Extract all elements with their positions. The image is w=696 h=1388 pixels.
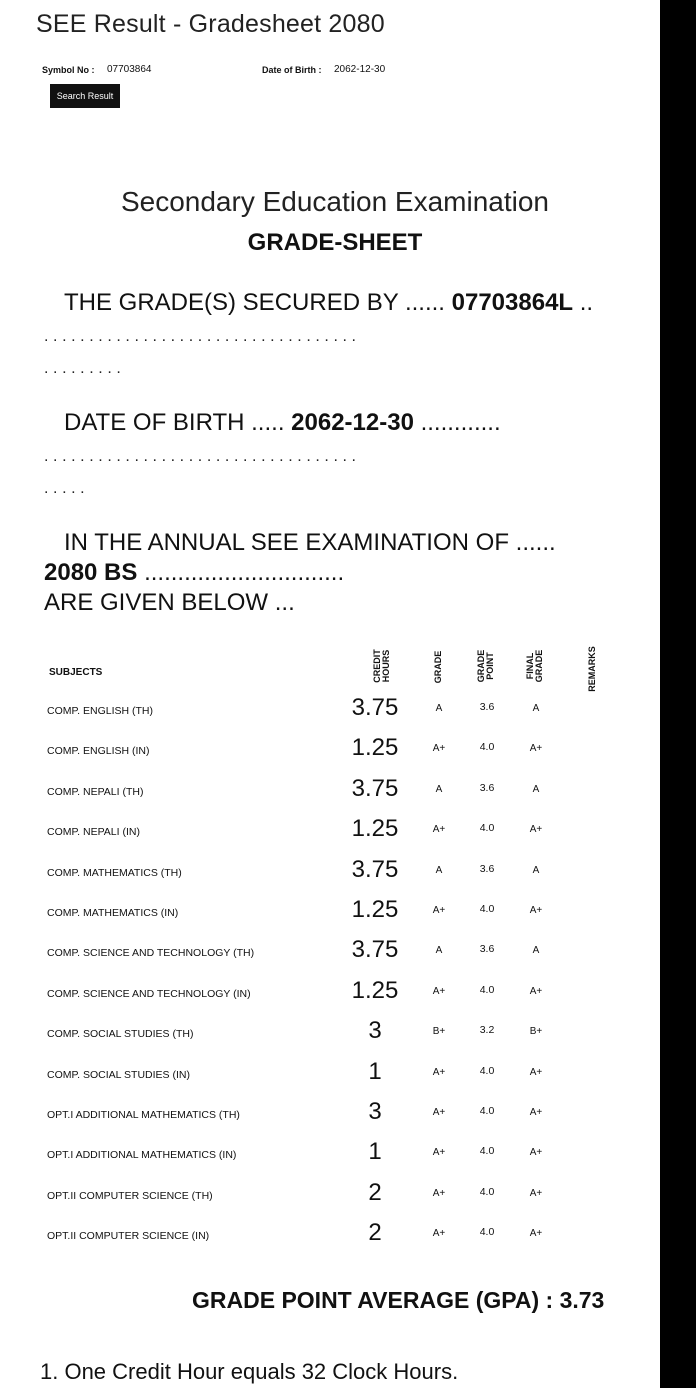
grade-cell: B+ [432, 1026, 446, 1038]
subject-cell: COMP. SCIENCE AND TECHNOLOGY (IN) [47, 987, 251, 1000]
dob-line [64, 409, 501, 437]
final-grade-cell: A+ [529, 985, 543, 997]
header-grade: GRADE [433, 650, 443, 684]
dob-line-label: DATE OF BIRTH [64, 409, 245, 436]
exam-line [64, 529, 556, 557]
credit-hours-cell: 3.75 [351, 855, 399, 883]
table-row [0, 1136, 660, 1176]
final-grade-cell: A [532, 864, 540, 876]
dob-label: Date of Birth : [262, 65, 322, 75]
symbol-no-value: 07703864 [107, 64, 152, 75]
dob-value: 2062-12-30 [334, 64, 386, 75]
grade-cell: A [435, 703, 443, 714]
gradesheet-heading: GRADE-SHEET [247, 229, 423, 256]
subject-cell: COMP. SCIENCE AND TECHNOLOGY (TH) [47, 947, 255, 960]
table-row [0, 773, 660, 813]
grade-cell: A [435, 864, 443, 876]
grade-point-cell: 4.0 [479, 1105, 495, 1117]
grade-cell: A [435, 945, 443, 957]
given-below-line [44, 589, 295, 617]
dots: ...... [515, 529, 556, 556]
credit-hours-cell: 1 [368, 1138, 382, 1166]
subject-cell: COMP. ENGLISH (IN) [47, 745, 150, 758]
secured-by-label: THE GRADE(S) SECURED BY [64, 289, 399, 316]
subject-cell: COMP. MATHEMATICS (TH) [47, 866, 182, 879]
grade-point-cell: 3.6 [479, 781, 495, 794]
subject-cell: COMP. ENGLISH (TH) [47, 705, 153, 717]
table-row [0, 934, 660, 974]
table-row [0, 692, 660, 732]
dots: ... [274, 589, 295, 616]
exam-line-label: IN THE ANNUAL SEE EXAMINATION OF [64, 529, 509, 556]
grade-point-cell: 4.0 [479, 983, 495, 996]
grade-cell: A+ [432, 905, 446, 916]
grade-cell: A+ [432, 1228, 446, 1240]
grade-cell: A [435, 783, 443, 795]
subject-cell: OPT.I ADDITIONAL MATHEMATICS (IN) [47, 1149, 237, 1162]
table-row [0, 813, 660, 853]
gpa-summary: GRADE POINT AVERAGE (GPA) : 3.73 [192, 1287, 605, 1313]
table-row [0, 1096, 660, 1136]
subject-cell: OPT.I ADDITIONAL MATHEMATICS (TH) [47, 1109, 240, 1121]
credit-hours-cell: 1 [368, 1057, 382, 1085]
secured-by-line [64, 289, 593, 317]
grade-cell: A+ [432, 985, 446, 997]
credit-hours-cell: 3.75 [351, 936, 399, 964]
grade-point-cell: 4.0 [479, 822, 495, 835]
grade-cell: A+ [432, 1107, 446, 1118]
subject-cell: OPT.II COMPUTER SCIENCE (IN) [47, 1230, 210, 1243]
grade-point-cell: 3.6 [479, 943, 495, 956]
grade-point-cell: 3.6 [479, 701, 495, 713]
table-row [0, 975, 660, 1015]
table-row [0, 894, 660, 934]
header-subjects: SUBJECTS [49, 667, 103, 678]
credit-hours-cell: 3 [368, 1098, 382, 1125]
grade-point-cell: 4.0 [479, 741, 495, 754]
table-row [0, 1015, 660, 1055]
page-title: SEE Result - Gradesheet 2080 [36, 10, 385, 38]
credit-hours-cell: 3.75 [351, 774, 399, 802]
grade-cell: A+ [432, 824, 446, 836]
final-grade-cell: A [532, 783, 540, 795]
header-grade-point: GRADE POINT [476, 649, 495, 683]
dots: .............................. [144, 559, 345, 586]
credit-hours-cell: 1.25 [351, 896, 399, 923]
final-grade-cell: A+ [529, 1187, 543, 1199]
grade-cell: A+ [432, 1066, 446, 1078]
table-row [0, 732, 660, 772]
final-grade-cell: A+ [529, 1066, 543, 1078]
subject-cell: COMP. SOCIAL STUDIES (IN) [47, 1068, 190, 1081]
dob-line-value: 2062-12-30 [291, 409, 414, 436]
header-credit-hours: CREDIT HOURS [372, 649, 391, 683]
final-grade-cell: A [532, 703, 540, 714]
credit-hours-cell: 1.25 [351, 976, 399, 1004]
credit-hours-cell: 2 [368, 1178, 382, 1206]
table-row [0, 1217, 660, 1257]
search-result-button[interactable]: Search Result [50, 84, 120, 108]
final-grade-cell: A+ [529, 1107, 543, 1118]
grade-point-cell: 3.6 [479, 862, 495, 875]
final-grade-cell: A+ [529, 1147, 543, 1159]
grade-point-cell: 4.0 [479, 903, 495, 915]
dotted-line: ................................... [44, 448, 361, 465]
grade-cell: A+ [432, 1187, 446, 1199]
dotted-line: ................................... [44, 328, 361, 345]
subject-cell: COMP. MATHEMATICS (IN) [47, 907, 179, 919]
credit-hours-cell: 1.25 [351, 734, 399, 762]
final-grade-cell: A [532, 945, 540, 957]
final-grade-cell: A+ [529, 1228, 543, 1240]
secured-by-value: 07703864L [451, 289, 574, 316]
grade-point-cell: 3.2 [479, 1024, 495, 1037]
credit-hours-cell: 1.25 [351, 815, 399, 843]
subject-cell: COMP. NEPALI (IN) [47, 826, 140, 839]
credit-hours-cell: 3.75 [351, 694, 399, 721]
dots: ...... [404, 289, 445, 316]
grade-cell: A+ [432, 743, 446, 755]
table-row [0, 1177, 660, 1217]
final-grade-cell: A+ [529, 905, 543, 916]
credit-hour-note: 1. One Credit Hour equals 32 Clock Hours. [40, 1359, 459, 1384]
table-row [0, 1056, 660, 1096]
header-final-grade: FINAL GRADE [525, 649, 544, 683]
exam-year-line [44, 559, 344, 587]
dotted-line: ..... [44, 480, 90, 497]
subject-cell: OPT.II COMPUTER SCIENCE (TH) [47, 1189, 213, 1202]
given-below-label: ARE GIVEN BELOW [44, 589, 269, 616]
exam-name: Secondary Education Examination [120, 186, 550, 217]
grade-point-cell: 4.0 [479, 1226, 495, 1239]
dots: .. [579, 289, 594, 316]
final-grade-cell: A+ [529, 743, 543, 755]
subject-cell: COMP. NEPALI (TH) [47, 785, 144, 798]
exam-year-value: 2080 BS [44, 559, 138, 586]
subject-cell: COMP. SOCIAL STUDIES (TH) [47, 1028, 194, 1041]
grade-cell: A+ [432, 1147, 446, 1159]
header-remarks: REMARKS [587, 646, 597, 692]
grade-point-cell: 4.0 [479, 1185, 495, 1198]
grade-point-cell: 4.0 [479, 1145, 495, 1158]
final-grade-cell: A+ [529, 824, 543, 836]
dots: ..... [251, 409, 285, 436]
table-row [0, 854, 660, 894]
credit-hours-cell: 2 [368, 1219, 382, 1247]
final-grade-cell: B+ [529, 1026, 543, 1038]
symbol-no-label: Symbol No : [42, 65, 95, 75]
dots: ............ [420, 409, 501, 436]
dotted-line: ......... [44, 360, 126, 377]
grade-point-cell: 4.0 [479, 1064, 495, 1077]
credit-hours-cell: 3 [368, 1017, 382, 1045]
